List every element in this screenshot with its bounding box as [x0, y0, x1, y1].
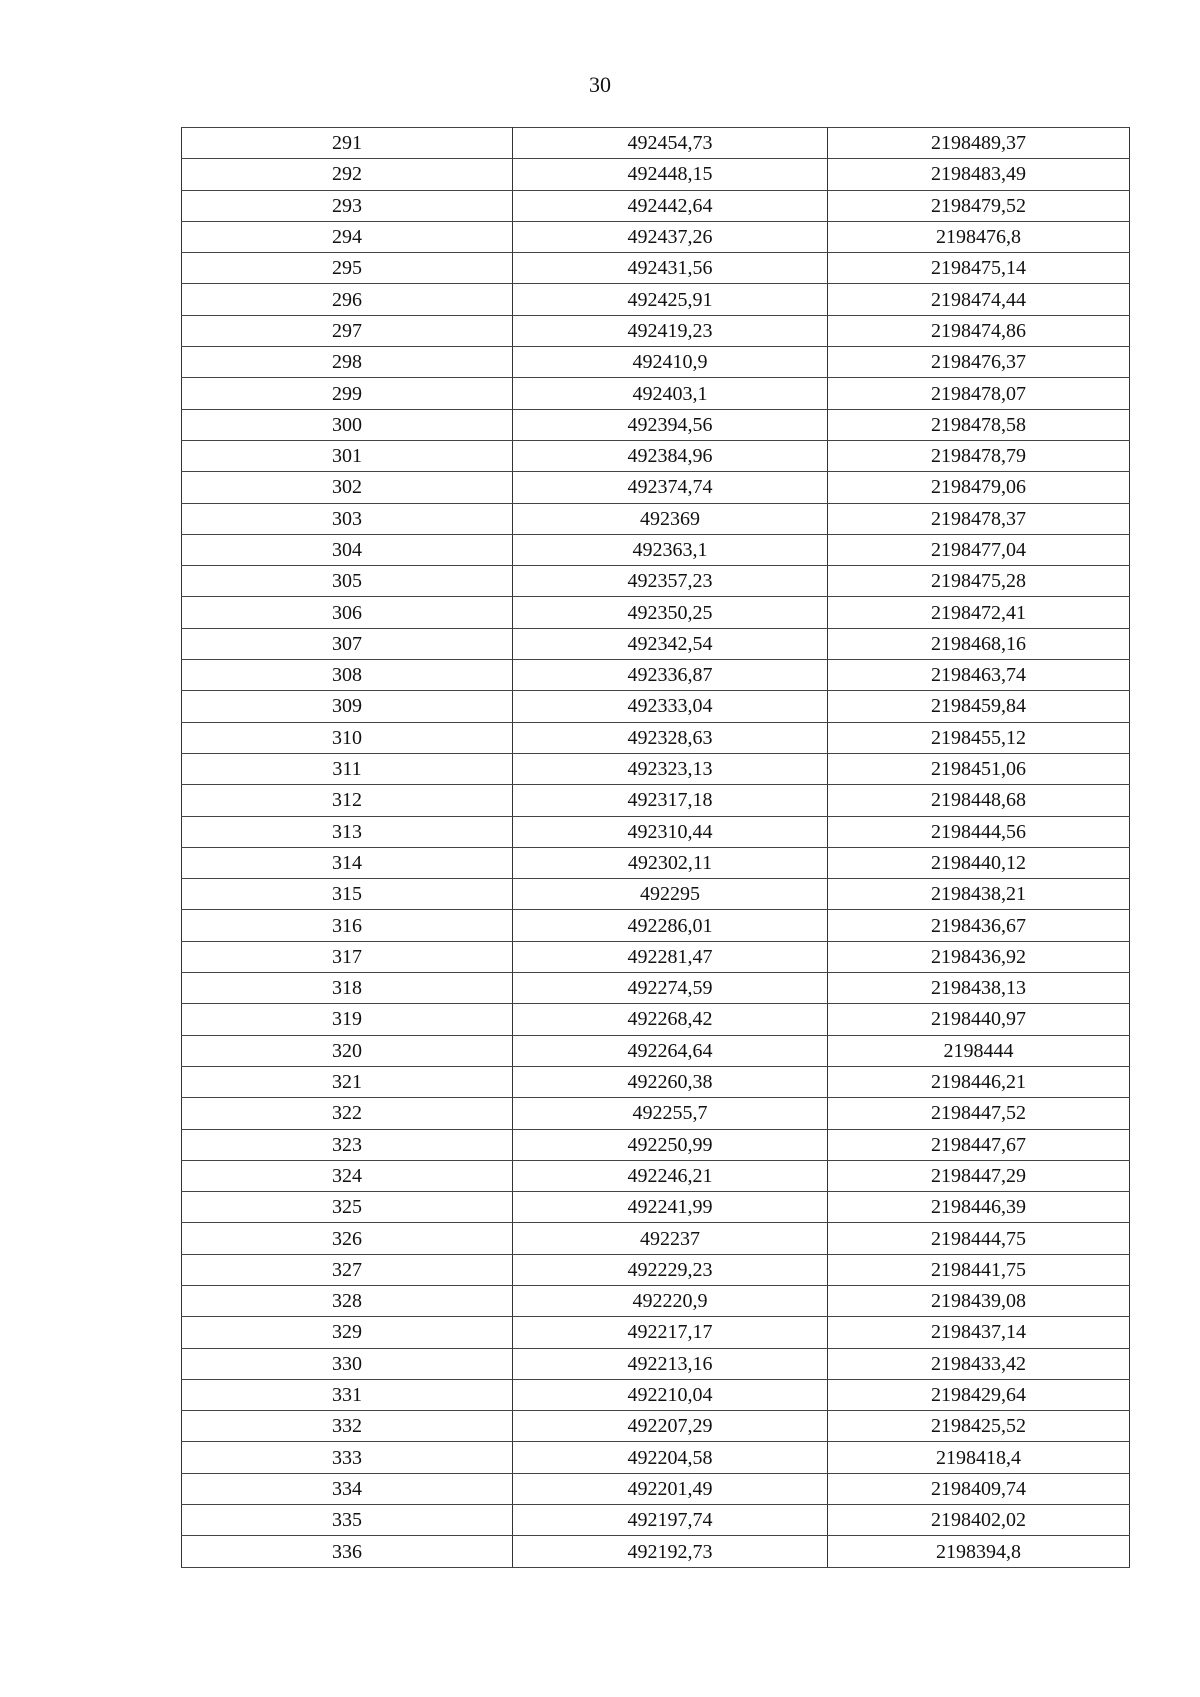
y-coordinate-cell: 2198436,92	[828, 941, 1130, 972]
y-coordinate-cell: 2198447,29	[828, 1160, 1130, 1191]
y-coordinate-cell: 2198440,97	[828, 1004, 1130, 1035]
x-coordinate-cell: 492333,04	[513, 691, 828, 722]
y-coordinate-cell: 2198437,14	[828, 1317, 1130, 1348]
page-number: 30	[589, 72, 611, 97]
x-coordinate-cell: 492213,16	[513, 1348, 828, 1379]
table-row	[182, 1442, 1130, 1473]
x-coordinate-cell: 492310,44	[513, 816, 828, 847]
table-row	[182, 597, 1130, 628]
table-row	[182, 691, 1130, 722]
y-coordinate-cell: 2198478,58	[828, 409, 1130, 440]
point-number-cell: 300	[182, 409, 513, 440]
point-number-cell: 309	[182, 691, 513, 722]
y-coordinate-cell: 2198441,75	[828, 1254, 1130, 1285]
point-number-cell: 325	[182, 1192, 513, 1223]
point-number-cell: 326	[182, 1223, 513, 1254]
table-row	[182, 973, 1130, 1004]
point-number-cell: 318	[182, 973, 513, 1004]
y-coordinate-cell: 2198479,06	[828, 472, 1130, 503]
y-coordinate-cell: 2198425,52	[828, 1411, 1130, 1442]
x-coordinate-cell: 492197,74	[513, 1505, 828, 1536]
y-coordinate-cell: 2198394,8	[828, 1536, 1130, 1567]
y-coordinate-cell: 2198444,75	[828, 1223, 1130, 1254]
coordinates-table-body	[182, 128, 1130, 1568]
x-coordinate-cell: 492220,9	[513, 1285, 828, 1316]
table-row	[182, 1536, 1130, 1567]
table-row	[182, 284, 1130, 315]
x-coordinate-cell: 492425,91	[513, 284, 828, 315]
x-coordinate-cell: 492323,13	[513, 753, 828, 784]
y-coordinate-cell: 2198444	[828, 1035, 1130, 1066]
x-coordinate-cell: 492192,73	[513, 1536, 828, 1567]
point-number-cell: 331	[182, 1379, 513, 1410]
table-row	[182, 722, 1130, 753]
table-row	[182, 1160, 1130, 1191]
x-coordinate-cell: 492342,54	[513, 628, 828, 659]
x-coordinate-cell: 492201,49	[513, 1473, 828, 1504]
point-number-cell: 302	[182, 472, 513, 503]
y-coordinate-cell: 2198474,86	[828, 315, 1130, 346]
table-row	[182, 628, 1130, 659]
point-number-cell: 329	[182, 1317, 513, 1348]
y-coordinate-cell: 2198478,79	[828, 440, 1130, 471]
y-coordinate-cell: 2198438,13	[828, 973, 1130, 1004]
y-coordinate-cell: 2198474,44	[828, 284, 1130, 315]
x-coordinate-cell: 492286,01	[513, 910, 828, 941]
point-number-cell: 304	[182, 534, 513, 565]
point-number-cell: 294	[182, 221, 513, 252]
y-coordinate-cell: 2198451,06	[828, 753, 1130, 784]
table-row	[182, 941, 1130, 972]
table-row	[182, 190, 1130, 221]
table-row	[182, 128, 1130, 159]
table-row	[182, 1192, 1130, 1223]
y-coordinate-cell: 2198429,64	[828, 1379, 1130, 1410]
point-number-cell: 313	[182, 816, 513, 847]
table-row	[182, 472, 1130, 503]
y-coordinate-cell: 2198438,21	[828, 879, 1130, 910]
point-number-cell: 296	[182, 284, 513, 315]
x-coordinate-cell: 492437,26	[513, 221, 828, 252]
x-coordinate-cell: 492250,99	[513, 1129, 828, 1160]
y-coordinate-cell: 2198475,28	[828, 566, 1130, 597]
y-coordinate-cell: 2198418,4	[828, 1442, 1130, 1473]
x-coordinate-cell: 492419,23	[513, 315, 828, 346]
x-coordinate-cell: 492274,59	[513, 973, 828, 1004]
table-row	[182, 1066, 1130, 1097]
x-coordinate-cell: 492336,87	[513, 660, 828, 691]
x-coordinate-cell: 492260,38	[513, 1066, 828, 1097]
x-coordinate-cell: 492394,56	[513, 409, 828, 440]
x-coordinate-cell: 492264,64	[513, 1035, 828, 1066]
point-number-cell: 303	[182, 503, 513, 534]
x-coordinate-cell: 492363,1	[513, 534, 828, 565]
point-number-cell: 314	[182, 847, 513, 878]
x-coordinate-cell: 492246,21	[513, 1160, 828, 1191]
table-row	[182, 1004, 1130, 1035]
point-number-cell: 324	[182, 1160, 513, 1191]
point-number-cell: 298	[182, 347, 513, 378]
table-row	[182, 816, 1130, 847]
point-number-cell: 292	[182, 159, 513, 190]
y-coordinate-cell: 2198402,02	[828, 1505, 1130, 1536]
point-number-cell: 293	[182, 190, 513, 221]
x-coordinate-cell: 492448,15	[513, 159, 828, 190]
x-coordinate-cell: 492217,17	[513, 1317, 828, 1348]
x-coordinate-cell: 492328,63	[513, 722, 828, 753]
point-number-cell: 310	[182, 722, 513, 753]
x-coordinate-cell: 492268,42	[513, 1004, 828, 1035]
y-coordinate-cell: 2198447,52	[828, 1098, 1130, 1129]
table-row	[182, 159, 1130, 190]
y-coordinate-cell: 2198446,39	[828, 1192, 1130, 1223]
table-row	[182, 879, 1130, 910]
point-number-cell: 312	[182, 785, 513, 816]
table-row	[182, 1254, 1130, 1285]
point-number-cell: 297	[182, 315, 513, 346]
y-coordinate-cell: 2198409,74	[828, 1473, 1130, 1504]
x-coordinate-cell: 492357,23	[513, 566, 828, 597]
table-row	[182, 785, 1130, 816]
x-coordinate-cell: 492317,18	[513, 785, 828, 816]
point-number-cell: 336	[182, 1536, 513, 1567]
point-number-cell: 330	[182, 1348, 513, 1379]
point-number-cell: 299	[182, 378, 513, 409]
x-coordinate-cell: 492204,58	[513, 1442, 828, 1473]
table-row	[182, 1129, 1130, 1160]
point-number-cell: 334	[182, 1473, 513, 1504]
y-coordinate-cell: 2198439,08	[828, 1285, 1130, 1316]
table-row	[182, 1223, 1130, 1254]
point-number-cell: 306	[182, 597, 513, 628]
table-row	[182, 1379, 1130, 1410]
point-number-cell: 333	[182, 1442, 513, 1473]
x-coordinate-cell: 492237	[513, 1223, 828, 1254]
table-row	[182, 315, 1130, 346]
x-coordinate-cell: 492374,74	[513, 472, 828, 503]
point-number-cell: 305	[182, 566, 513, 597]
point-number-cell: 328	[182, 1285, 513, 1316]
y-coordinate-cell: 2198436,67	[828, 910, 1130, 941]
point-number-cell: 335	[182, 1505, 513, 1536]
x-coordinate-cell: 492369	[513, 503, 828, 534]
y-coordinate-cell: 2198446,21	[828, 1066, 1130, 1097]
table-row	[182, 409, 1130, 440]
x-coordinate-cell: 492281,47	[513, 941, 828, 972]
table-row	[182, 1098, 1130, 1129]
table-row	[182, 566, 1130, 597]
coordinates-table	[181, 127, 1130, 1568]
x-coordinate-cell: 492302,11	[513, 847, 828, 878]
y-coordinate-cell: 2198433,42	[828, 1348, 1130, 1379]
x-coordinate-cell: 492241,99	[513, 1192, 828, 1223]
x-coordinate-cell: 492442,64	[513, 190, 828, 221]
point-number-cell: 323	[182, 1129, 513, 1160]
x-coordinate-cell: 492255,7	[513, 1098, 828, 1129]
table-row	[182, 503, 1130, 534]
point-number-cell: 307	[182, 628, 513, 659]
table-row	[182, 660, 1130, 691]
table-row	[182, 347, 1130, 378]
table-row	[182, 440, 1130, 471]
x-coordinate-cell: 492210,04	[513, 1379, 828, 1410]
point-number-cell: 291	[182, 128, 513, 159]
x-coordinate-cell: 492410,9	[513, 347, 828, 378]
point-number-cell: 321	[182, 1066, 513, 1097]
y-coordinate-cell: 2198476,8	[828, 221, 1130, 252]
y-coordinate-cell: 2198468,16	[828, 628, 1130, 659]
y-coordinate-cell: 2198444,56	[828, 816, 1130, 847]
point-number-cell: 332	[182, 1411, 513, 1442]
y-coordinate-cell: 2198459,84	[828, 691, 1130, 722]
point-number-cell: 327	[182, 1254, 513, 1285]
point-number-cell: 320	[182, 1035, 513, 1066]
y-coordinate-cell: 2198477,04	[828, 534, 1130, 565]
x-coordinate-cell: 492454,73	[513, 128, 828, 159]
y-coordinate-cell: 2198455,12	[828, 722, 1130, 753]
point-number-cell: 308	[182, 660, 513, 691]
y-coordinate-cell: 2198483,49	[828, 159, 1130, 190]
y-coordinate-cell: 2198472,41	[828, 597, 1130, 628]
point-number-cell: 319	[182, 1004, 513, 1035]
table-row	[182, 1348, 1130, 1379]
table-row	[182, 221, 1130, 252]
y-coordinate-cell: 2198463,74	[828, 660, 1130, 691]
y-coordinate-cell: 2198447,67	[828, 1129, 1130, 1160]
x-coordinate-cell: 492431,56	[513, 253, 828, 284]
y-coordinate-cell: 2198476,37	[828, 347, 1130, 378]
table-row	[182, 910, 1130, 941]
y-coordinate-cell: 2198479,52	[828, 190, 1130, 221]
y-coordinate-cell: 2198478,07	[828, 378, 1130, 409]
y-coordinate-cell: 2198478,37	[828, 503, 1130, 534]
table-row	[182, 1473, 1130, 1504]
x-coordinate-cell: 492403,1	[513, 378, 828, 409]
table-row	[182, 1285, 1130, 1316]
y-coordinate-cell: 2198475,14	[828, 253, 1130, 284]
table-row	[182, 534, 1130, 565]
table-row	[182, 253, 1130, 284]
point-number-cell: 322	[182, 1098, 513, 1129]
table-row	[182, 1035, 1130, 1066]
y-coordinate-cell: 2198448,68	[828, 785, 1130, 816]
point-number-cell: 317	[182, 941, 513, 972]
table-row	[182, 1411, 1130, 1442]
table-row	[182, 378, 1130, 409]
point-number-cell: 311	[182, 753, 513, 784]
x-coordinate-cell: 492295	[513, 879, 828, 910]
x-coordinate-cell: 492207,29	[513, 1411, 828, 1442]
table-row	[182, 1317, 1130, 1348]
table-row	[182, 753, 1130, 784]
table-row	[182, 847, 1130, 878]
point-number-cell: 315	[182, 879, 513, 910]
point-number-cell: 295	[182, 253, 513, 284]
x-coordinate-cell: 492229,23	[513, 1254, 828, 1285]
x-coordinate-cell: 492350,25	[513, 597, 828, 628]
point-number-cell: 301	[182, 440, 513, 471]
point-number-cell: 316	[182, 910, 513, 941]
y-coordinate-cell: 2198489,37	[828, 128, 1130, 159]
table-row	[182, 1505, 1130, 1536]
y-coordinate-cell: 2198440,12	[828, 847, 1130, 878]
x-coordinate-cell: 492384,96	[513, 440, 828, 471]
